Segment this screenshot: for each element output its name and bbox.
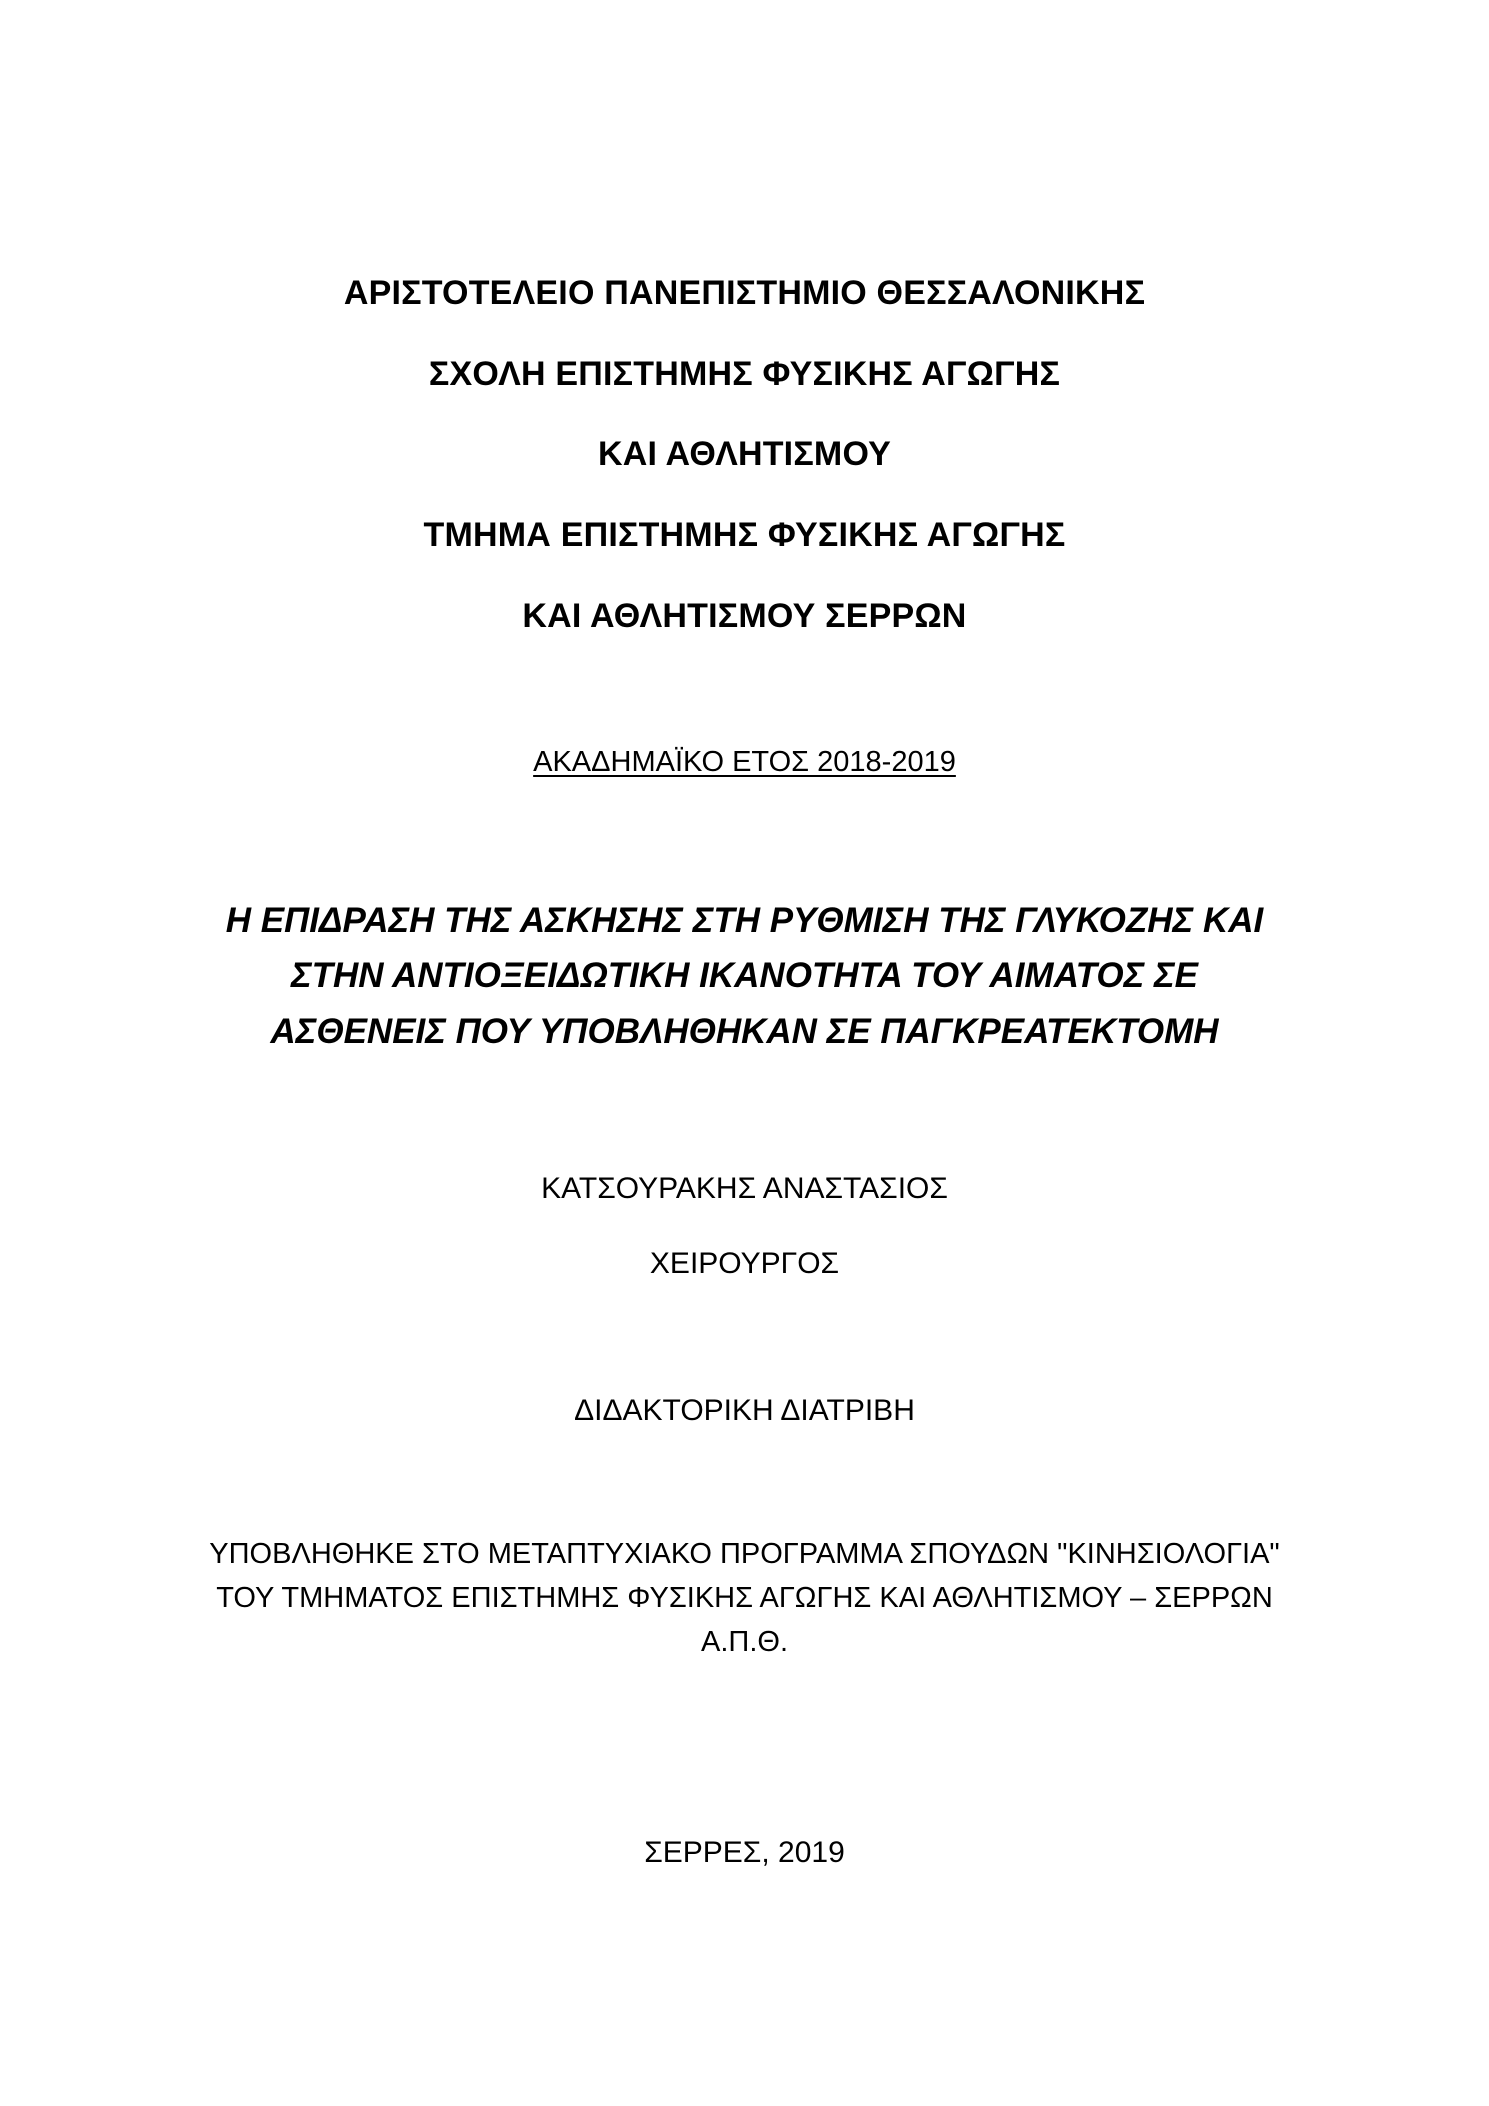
thesis-title-line-1: Η ΕΠΙΔΡΑΣΗ ΤΗΣ ΑΣΚΗΣΗΣ ΣΤΗ ΡΥΘΜΙΣΗ ΤΗΣ ΓΛΥΚΟΖΗΣ ΚΑΙ [225,901,1264,940]
department-name-line-2: ΚΑΙ ΑΘΛΗΤΙΣΜΟΥ ΣΕΡΡΩΝ [522,597,967,635]
thesis-title-line-3: ΑΣΘΕΝΕΙΣ ΠΟΥ ΥΠΟΒΛΗΘΗΚΑΝ ΣΕ ΠΑΓΚΡΕΑΤΕΚΤΟΜΗ [270,1012,1219,1051]
submission-line-1: ΥΠΟΒΛΗΘΗΚΕ ΣΤΟ ΜΕΤΑΠΤΥΧΙΑΚΟ ΠΡΟΓΡΑΜΜΑ ΣΠΟΥΔΩΝ "ΚΙΝΗΣΙΟΛΟΓΙΑ" [209,1538,1280,1570]
thesis-title-line-2: ΣΤΗΝ ΑΝΤΙΟΞΕΙΔΩΤΙΚΗ ΙΚΑΝΟΤΗΤΑ ΤΟΥ ΑΙΜΑΤΟΣ ΣΕ [290,956,1198,995]
author-profession: ΧΕΙΡΟΥΡΓΟΣ [649,1247,840,1280]
document-type: ΔΙΔΑΚΤΟΡΙΚΗ ΔΙΑΤΡΙΒΗ [574,1394,915,1427]
submission-line-3: Α.Π.Θ. [700,1626,788,1658]
school-name-line-2: ΚΑΙ ΑΘΛΗΤΙΣΜΟΥ [597,435,892,473]
place-and-date: ΣΕΡΡΕΣ, 2019 [644,1836,845,1869]
submission-line-2: ΤΟΥ ΤΜΗΜΑΤΟΣ ΕΠΙΣΤΗΜΗΣ ΦΥΣΙΚΗΣ ΑΓΩΓΗΣ ΚΑΙ ΑΘΛΗΤΙΣΜΟΥ – ΣΕΡΡΩΝ [216,1582,1273,1614]
department-name-line-1: ΤΜΗΜΑ ΕΠΙΣΤΗΜΗΣ ΦΥΣΙΚΗΣ ΑΓΩΓΗΣ [423,516,1066,554]
school-name-line-1: ΣΧΟΛΗ ΕΠΙΣΤΗΜΗΣ ΦΥΣΙΚΗΣ ΑΓΩΓΗΣ [428,355,1061,393]
university-name: ΑΡΙΣΤΟΤΕΛΕΙΟ ΠΑΝΕΠΙΣΤΗΜΙΟ ΘΕΣΣΑΛΟΝΙΚΗΣ [343,274,1146,312]
academic-year: ΑΚΑΔΗΜΑΪΚΟ ΕΤΟΣ 2018-2019 [533,746,956,778]
author-name: ΚΑΤΣΟΥΡΑΚΗΣ ΑΝΑΣΤΑΣΙΟΣ [541,1172,948,1205]
